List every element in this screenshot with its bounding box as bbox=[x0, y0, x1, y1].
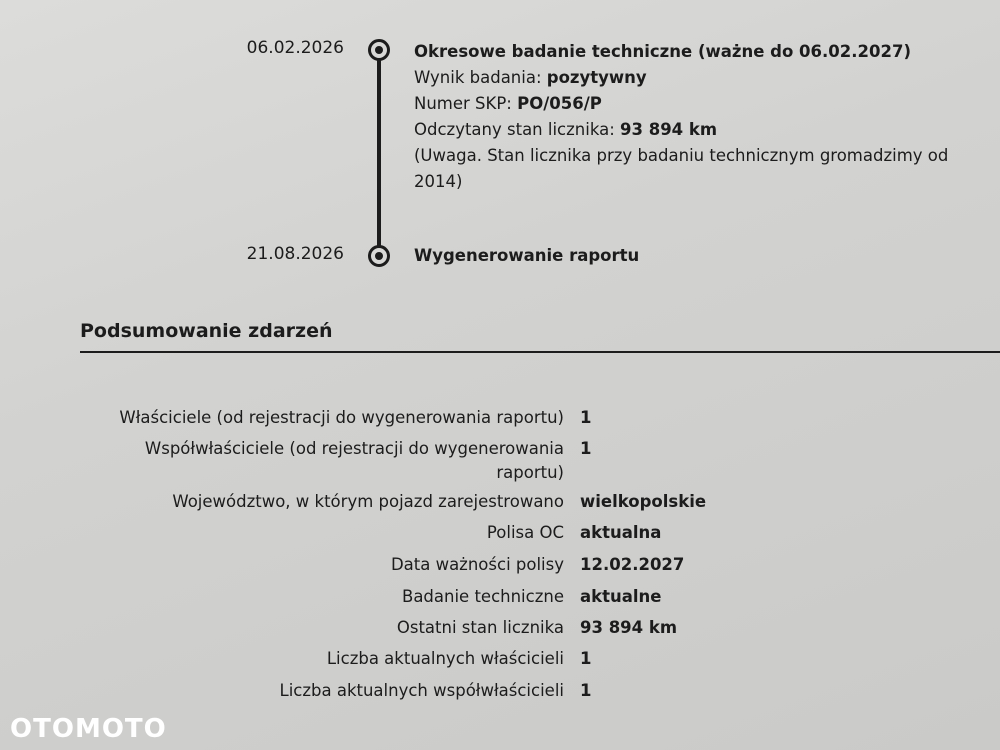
event-title: Okresowe badanie techniczne (ważne do 06.02.2027) bbox=[414, 42, 911, 61]
event-detail-result: Wynik badania: pozytywny bbox=[414, 68, 647, 87]
event-detail-odometer: Odczytany stan licznika: 93 894 km bbox=[414, 120, 718, 139]
summary-label: Współwłaściciele (od rejestracji do wygenerowania raportu) bbox=[144, 439, 564, 482]
event-date: 06.02.2026 bbox=[246, 38, 344, 58]
event-details bbox=[414, 39, 948, 195]
summary-value: 1 bbox=[580, 439, 592, 458]
summary-value: aktualne bbox=[580, 587, 662, 606]
event-details bbox=[414, 243, 639, 269]
summary-label: Liczba aktualnych właścicieli bbox=[326, 649, 564, 668]
summary-value: 1 bbox=[580, 408, 592, 427]
summary-label: Data ważności polisy bbox=[390, 555, 564, 574]
event-title: Wygenerowanie raportu bbox=[414, 246, 640, 265]
summary-label: Liczba aktualnych współwłaścicieli bbox=[279, 681, 564, 700]
summary-label: Województwo, w którym pojazd zarejestrowano bbox=[172, 492, 564, 511]
summary-value: 1 bbox=[580, 681, 592, 700]
event-detail-skp: Numer SKP: PO/056/P bbox=[414, 94, 602, 113]
summary-value: wielkopolskie bbox=[580, 492, 707, 511]
section-title: Podsumowanie zdarzeń bbox=[80, 320, 333, 342]
summary-value: 12.02.2027 bbox=[580, 555, 685, 574]
timeline-line bbox=[377, 48, 381, 256]
summary-label: Właściciele (od rejestracji do wygenerowania raportu) bbox=[119, 408, 564, 427]
summary-label: Badanie techniczne bbox=[402, 587, 564, 606]
event-date: 21.08.2026 bbox=[246, 244, 344, 264]
summary-label: Polisa OC bbox=[486, 523, 564, 542]
event-note-line: (Uwaga. Stan licznika przy badaniu technicznym gromadzimy od bbox=[414, 146, 949, 165]
timeline-marker-icon bbox=[368, 39, 390, 61]
summary-label: Ostatni stan licznika bbox=[396, 618, 564, 637]
event-note-line: 2014) bbox=[414, 172, 463, 191]
summary-value: 1 bbox=[580, 649, 592, 668]
otomoto-watermark: OTOMOTO bbox=[10, 714, 167, 744]
summary-value: 93 894 km bbox=[580, 618, 678, 637]
timeline-marker-icon bbox=[368, 245, 390, 267]
section-divider bbox=[80, 351, 1000, 353]
summary-value: aktualna bbox=[580, 523, 662, 542]
